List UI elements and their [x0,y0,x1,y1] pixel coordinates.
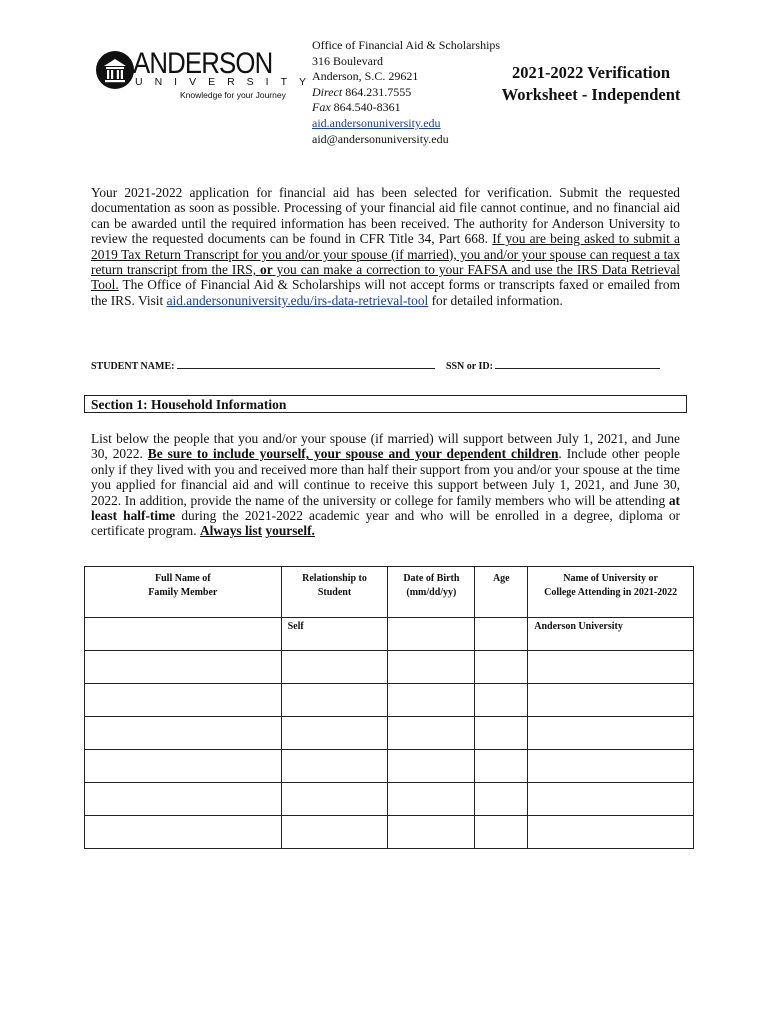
cell-full-name[interactable] [85,783,282,816]
table-row [85,816,694,849]
header-relationship: Relationship to Student [281,567,388,618]
cell-full-name[interactable] [85,684,282,717]
table-row [85,684,694,717]
household-table [84,566,694,849]
cell-university[interactable] [528,684,694,717]
student-name-label: STUDENT NAME: [91,361,175,372]
ssn-input[interactable] [495,359,660,369]
cell-relationship[interactable] [281,651,388,684]
cell-full-name[interactable] [85,651,282,684]
cell-age[interactable] [475,651,528,684]
cell-date-of-birth[interactable] [388,750,475,783]
cell-age[interactable] [475,618,528,651]
cell-university[interactable] [528,717,694,750]
email-address: aid@andersonuniversity.edu [312,131,449,146]
section-1-instructions: List below the people that you and/or your spouse (if married) will support between July 1, 2021, and June 30, 2022. Be sure to include yourself, your spouse and your dependent children. Include other people only if they lived with you and received more than half their support from you and/or your spouse at the time you applied for financial aid and will continue to receive this support between July 1, 2021, and June 30, 2022. In addition, provide the name of the university or college for family members who will be attending at least half-time during the 2021-2022 academic year and who will be enrolled in a degree, diploma or certificate program. Always list yourself. [91,431,680,539]
fax-number: Fax 864.540-8361 [312,100,401,115]
cell-full-name[interactable] [85,618,282,651]
cell-date-of-birth[interactable] [388,651,475,684]
cell-relationship[interactable] [281,684,388,717]
cell-university[interactable] [528,651,694,684]
irs-drt-link[interactable]: aid.andersonuniversity.edu/irs-data-retrieval-tool [166,292,429,308]
cell-age[interactable] [475,717,528,750]
logo-tagline: Knowledge for your Journey [180,90,286,100]
cell-full-name[interactable] [85,750,282,783]
cell-date-of-birth[interactable] [388,717,475,750]
table-row [85,618,694,651]
website-link[interactable]: aid.andersonuniversity.edu [312,115,441,130]
table-row [85,651,694,684]
table-row [85,750,694,783]
cell-relationship[interactable] [281,750,388,783]
logo-wordmark: ANDERSON [133,47,273,80]
cell-age[interactable] [475,750,528,783]
contact-block [312,38,500,147]
student-name-input[interactable] [177,359,435,369]
cell-university[interactable] [528,816,694,849]
cell-date-of-birth[interactable] [388,783,475,816]
cell-university[interactable] [528,750,694,783]
office-name: Office of Financial Aid & Scholarships [312,38,501,52]
cell-university[interactable]: Anderson University [528,618,694,651]
cell-age[interactable] [475,816,528,849]
ssn-label: SSN or ID: [445,361,493,372]
cell-relationship[interactable]: Self [281,618,388,651]
cell-age[interactable] [475,783,528,816]
cell-date-of-birth[interactable] [388,618,475,651]
university-seal-icon [95,50,135,90]
cell-date-of-birth[interactable] [388,684,475,717]
table-row [85,783,694,816]
section-1-header: Section 1: Household Information [84,395,687,413]
cell-relationship[interactable] [281,783,388,816]
cell-relationship[interactable] [281,816,388,849]
cell-university[interactable] [528,783,694,816]
street-address: 316 Boulevard [312,53,383,68]
logo-subtitle: UNIVERSITY [135,76,319,88]
cell-age[interactable] [475,684,528,717]
cell-date-of-birth[interactable] [388,816,475,849]
cell-full-name[interactable] [85,717,282,750]
intro-paragraph: Your 2021-2022 application for financial aid has been selected for verification. Submit the requested documentation as soon as possible. Processing of your financial aid file cannot continue, and no financial aid can be awarded until the required information has been received. The authority for Anderson University to review the requested documents can be found in CFR Title 34, Part 668. If you are being asked to submit a 2019 Tax Return Transcript for you and/or your spouse (if married), you and/or your spouse can request a tax return transcript from the IRS, or you can make a correction to your FAFSA and use the IRS Data Retrieval Tool. The Office of Financial Aid & Scholarships will not accept forms or transcripts faxed or emailed from the IRS. Visit aid.andersonuniversity.edu/irs-data-retrieval-tool for detailed information. [91,185,680,308]
header-date-of-birth: Date of Birth (mm/dd/yy) [388,567,475,618]
header-university: Name of University or College Attending in 2021-2022 [528,567,694,618]
table-header-row [85,567,694,618]
table-row [85,717,694,750]
student-info-fields [91,359,660,372]
cell-relationship[interactable] [281,717,388,750]
document-title: 2021-2022 Verification Worksheet - Independent [501,63,681,104]
cell-full-name[interactable] [85,816,282,849]
header-age: Age [475,567,528,618]
city-address: Anderson, S.C. 29621 [312,69,419,84]
header-full-name: Full Name of Family Member [85,567,282,618]
direct-phone: Direct 864.231.7555 [312,84,412,99]
